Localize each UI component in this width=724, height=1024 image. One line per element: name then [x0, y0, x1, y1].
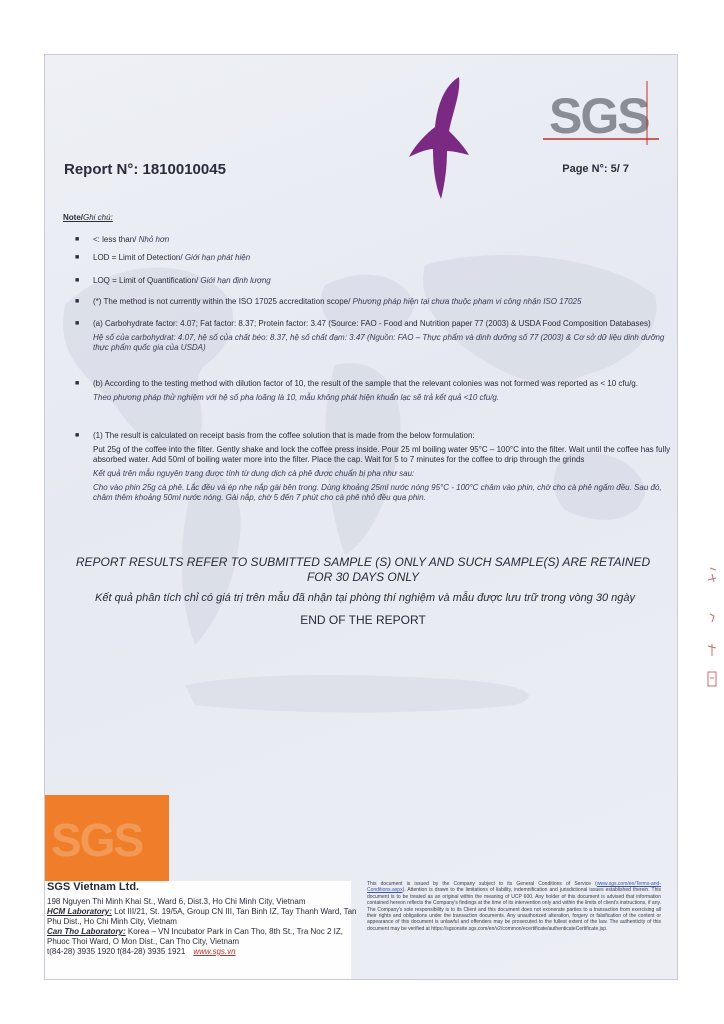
sgs-eagle-logo [407, 75, 473, 201]
note-item: ■ (a) Carbohydrate factor: 4.07; Fat factor: 8.37; Protein factor: 3.47 (Source: FAO - Food and Nutrition paper 77 (2003) & USDA Food Composition Databases) Hệ số của carbohydrat: 4.07, hệ số của chất béo: 8.37, hệ số chất đạm: 3.47 (Nguồn: FAO – Thực phẩm và dinh dưỡng số 77 (2003) & Cơ sở dữ liệu dinh dưỡng thực phẩm quốc gia của USDA) [75, 319, 665, 352]
bullet-icon: ■ [75, 320, 80, 327]
margin-stamp [702, 560, 722, 700]
head-office-address: 198 Nguyen Thi Minh Khai St., Ward 6, Dist.3, Ho Chi Minh City, Vietnam [47, 897, 306, 906]
contact-line: t(84-28) 3935 1920 f(84-28) 3935 1921 www.sgs.vn [47, 947, 236, 956]
bullet-icon: ■ [75, 432, 80, 439]
notes-heading: Note/Ghi chú: [63, 213, 113, 222]
note-item: ■ LOD = Limit of Detection/ Giới hạn phát hiện [75, 253, 251, 262]
svg-text:SGS: SGS [549, 88, 649, 144]
page-number: Page N°: 5/ 7 [562, 163, 629, 175]
world-map-watermark [45, 225, 677, 785]
note-item: ■ LOQ = Limit of Quantification/ Giới hạn định lượng [75, 276, 271, 285]
bullet-icon: ■ [75, 380, 80, 387]
bullet-icon: ■ [75, 277, 80, 284]
report-number: Report N°: 1810010045 [64, 161, 226, 178]
end-of-report: END OF THE REPORT [300, 613, 426, 627]
bullet-icon: ■ [75, 254, 80, 261]
note-item: ■ (b) According to the testing method with dilution factor of 10, the result of the sample that the relevant colonies was not formed was reported as < 10 cfu/g. Theo phương pháp thử nghiệm với hệ số pha loãng là 10, mẫu không phát hiện khuẩn lạc sẽ trả kết quả <10 cfu/g. [75, 379, 638, 402]
results-disclaimer-vi: Kết quả phân tích chỉ có giá trị trên mẫu đã nhận tại phòng thí nghiệm và mẫu được lưu trữ trong vòng 30 ngày [95, 592, 635, 604]
note-item: ■ (1) The result is calculated on receipt basis from the coffee solution that is made from the below formulation: Put 25g of the coffee into the filter. Gently shake and lock the coffee press inside. Pour 25 ml boiling water 95°C – 100°C into the filter. Wait until the coffee has fully absorbed water. Add 50ml of boiling water more into the filter. Place the cap. Wait for 5 to 7 minutes for the coffee to drip through the grinds Kết quả trên mẫu nguyên trạng được tính từ dung dịch cà phê được chuẩn bị pha như sau: Cho vào phin 25g cà phê. Lắc đều và ép nhẹ nắp gài bên trong. Dùng khoảng 25ml nước nóng 95°C - 100°C châm vào phin, chờ cho cà phê ngấm đều. Sau đó, châm thêm khoảng 50ml nước nóng. Gài nắp, chờ 5 đến 7 phút cho cà phê nhỏ đều qua phin. [75, 431, 671, 502]
sgs-watermark-text: SGS [51, 814, 143, 866]
hcm-lab-address: HCM Laboratory: Lot III/21, St. 19/5A, Group CN III, Tan Binh IZ, Tay Thanh Ward, Tan Phu Dist., Ho Chi Minh City, Vietnam [47, 907, 357, 926]
terms-link[interactable]: www.sgs.com/en/Terms-and-Conditions.aspx [367, 881, 661, 894]
results-disclaimer: REPORT RESULTS REFER TO SUBMITTED SAMPLE (S) ONLY AND SUCH SAMPLE(S) ARE RETAINED FOR 30 DAYS ONLY [75, 555, 651, 584]
terms-and-conditions: This document is issued by the Company subject to its General Conditions of Service (www.sgs.com/en/Terms-and-Conditions.aspx). Attention is drawn to the limitations of liability, indemnification and jurisdictional issues established therein. This document is to be treated as an original within the meaning of UCP 600. Any holder of this document is advised that information contained hereon reflects the Company's findings at the time of its intervention only and within the limits of client's instructions, if any. The Company's sole responsibility is to its Client and this document does not exonerate parties to a transaction from exercising all their rights and obligations under the transaction documents. Any unauthorized alteration, forgery or falsification of the content or appearance of this document is unlawful and offenders may be prosecuted to the fullest extent of the law. The authenticity of this document may be verified at https://sgsonsite.sgs.com/en/v2/common/ecertificate/authenticateCertificate.jsp. [367, 881, 661, 932]
note-item: ■ (*) The method is not currently within the ISO 17025 accreditation scope/ Phương pháp hiện tại chưa thuộc phạm vi công nhận ISO 17025 [75, 297, 582, 306]
note-item: ■ <: less than/ Nhỏ hơn [75, 235, 170, 244]
company-name: SGS Vietnam Ltd. [47, 881, 140, 893]
sgs-logo [543, 79, 659, 145]
report-page [44, 54, 678, 980]
sgs-orange-logo-block [45, 795, 169, 883]
bullet-icon: ■ [75, 298, 80, 305]
company-address [47, 897, 357, 957]
cantho-lab-address: Can Tho Laboratory: Korea – VN Incubator Park in Can Tho, 8th St., Tra Noc 2 IZ, Phuoc Thoi Ward, O Mon Dist., Can Tho City, Vietnam [47, 927, 343, 946]
bullet-icon: ■ [75, 236, 80, 243]
website-link[interactable]: www.sgs.vn [193, 947, 236, 956]
